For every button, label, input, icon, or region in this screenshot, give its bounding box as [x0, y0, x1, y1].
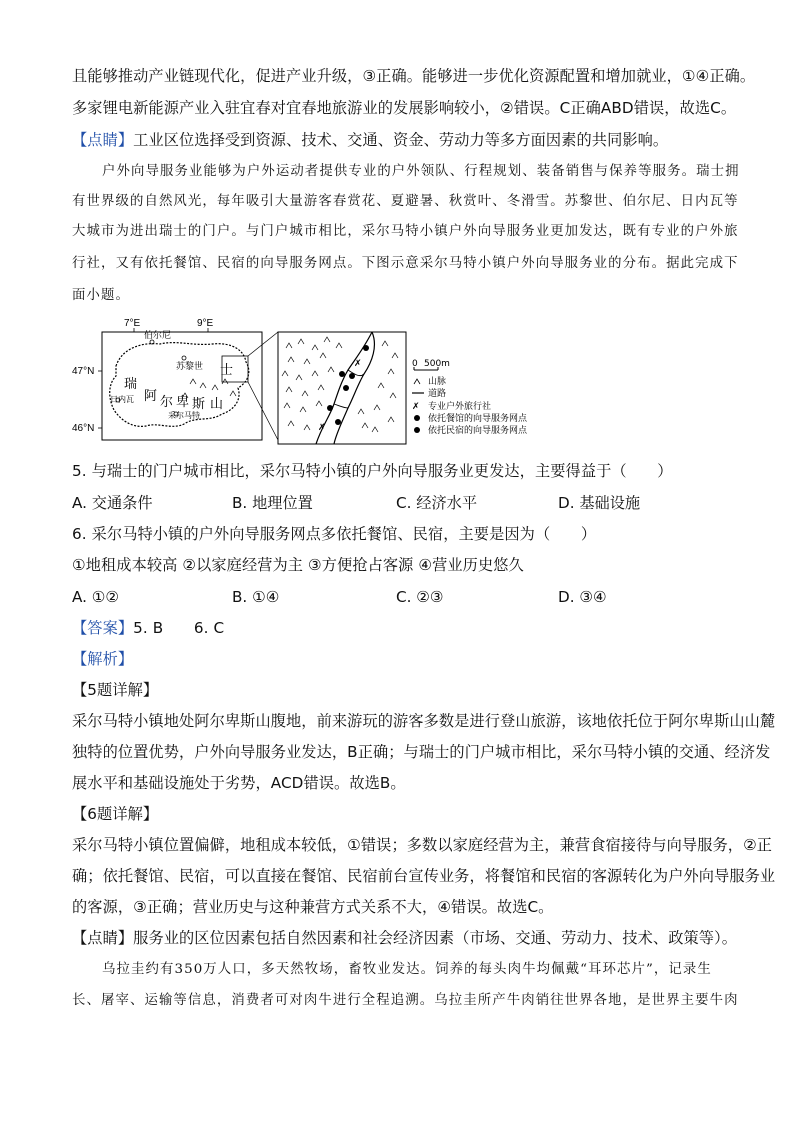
- agency-icon: ✗: [354, 359, 362, 369]
- q5-option-a[interactable]: A. 交通条件: [72, 494, 153, 512]
- q6-option-c[interactable]: C. ②③: [396, 588, 444, 606]
- country-char: 士: [220, 363, 234, 378]
- restaurant-point-icon: [414, 415, 420, 421]
- mountain-char: 斯: [192, 397, 206, 412]
- q5-option-b[interactable]: B. 地理位置: [232, 494, 313, 512]
- answer-text: 5. B 6. C: [133, 619, 225, 637]
- mountain-char: 阿: [144, 389, 158, 404]
- inn-point-icon: [335, 419, 341, 425]
- scale-zero: 0: [412, 359, 418, 369]
- detail-5-tag: 【5题详解】: [72, 681, 159, 699]
- city-label: 日内瓦: [110, 395, 134, 404]
- detail-6-line: 确；依托餐馆、民宿，可以直接在餐馆、民宿前台宣传业务，将餐馆和民宿的客源转化为户外向导服务业: [72, 867, 776, 885]
- dianjing-tag: 【点睛】: [72, 131, 134, 149]
- mountain-char: 卑: [176, 395, 190, 410]
- dianjing-text: 服务业的区位因素包括自然因素和社会经济因素（市场、交通、劳动力、技术、政策等）。: [133, 929, 738, 947]
- legend-label: 依托餐馆的向导服务网点: [428, 414, 528, 424]
- legend-label: 道路: [428, 389, 447, 399]
- legend-label: 专业户外旅行社: [428, 402, 492, 412]
- detail-6-line: 采尔马特小镇位置偏僻，地租成本较低，①错误；多数以家庭经营为主，兼营食宿接待与向导服务，②正: [72, 836, 773, 854]
- legend-label: 依托民宿的向导服务网点: [428, 426, 528, 436]
- detail-5-line: 独特的位置优势，户外向导服务业发达，B正确；与瑞士的门户城市相比，采尔马特小镇的交通、经济发: [72, 743, 771, 761]
- agency-icon: ✗: [412, 402, 420, 412]
- text-line: 多家锂电新能源产业入驻宜春对宜春地旅游业的发展影响较小，②错误。C正确ABD错误，故选C。: [72, 99, 737, 117]
- city-marker: [182, 356, 186, 360]
- lat-label: 46°N: [72, 423, 95, 434]
- lon-label: 9°E: [197, 318, 214, 329]
- detail-5-line: 采尔马特小镇地处阿尔卑斯山腹地，前来游玩的游客多数是进行登山旅游，该地依托位于阿尔卑斯山山麓: [72, 712, 776, 730]
- agency-icon: ✗: [318, 423, 326, 433]
- city-label: 伯尔尼: [144, 331, 172, 341]
- dianjing-tag: 【点睛】: [72, 929, 134, 947]
- inn-point-icon: [363, 345, 369, 351]
- map-svg: [72, 318, 532, 454]
- passage-line: 户外向导服务业能够为户外运动者提供专业的户外领队、行程规划、装备销售与保养等服务。瑞士拥: [102, 164, 740, 179]
- inn-point-icon: [414, 427, 420, 433]
- q6-option-b[interactable]: B. ①④: [232, 588, 280, 606]
- dianjing-paragraph: [72, 927, 737, 949]
- legend-label: 山脉: [428, 377, 447, 387]
- q6-option-d[interactable]: D. ③④: [558, 588, 607, 606]
- city-label: 采尔马特: [168, 411, 200, 420]
- answer-tag: 【答案】: [72, 619, 134, 637]
- passage-line: 面小题。: [72, 288, 130, 303]
- analysis-tag: 【解析】: [72, 650, 134, 668]
- mountain-icon: [414, 379, 420, 384]
- mountain-char: 尔: [160, 395, 174, 410]
- dianjing-paragraph: [72, 129, 668, 151]
- answer-line: [72, 617, 224, 639]
- dianjing-text: 工业区位选择受到资源、技术、交通、资金、劳动力等多方面因素的共同影响。: [133, 131, 669, 149]
- passage-line: 有世界级的自然风光，每年吸引大量游客春赏花、夏避暑、秋赏叶、冬滑雪。苏黎世、伯尔尼、日内瓦等: [72, 194, 739, 209]
- q5-option-c[interactable]: C. 经济水平: [396, 494, 478, 512]
- detail-5-line: 展水平和基础设施处于劣势，ACD错误。故选B。: [72, 774, 406, 792]
- passage-line: 长、屠宰、运输等信息，消费者可对肉牛进行全程追溯。乌拉圭所产牛肉销往世界各地，是世界主要牛肉: [72, 993, 739, 1008]
- detail-6-tag: 【6题详解】: [72, 805, 159, 823]
- restaurant-point-icon: [339, 371, 345, 377]
- restaurant-point-icon: [349, 373, 355, 379]
- lon-label: 7°E: [124, 318, 141, 329]
- map-figure: [72, 318, 532, 454]
- detail-map-frame: [278, 332, 406, 444]
- lat-label: 47°N: [72, 366, 95, 377]
- mountain-symbols: [282, 337, 398, 432]
- city-label: 苏黎世: [176, 362, 204, 372]
- country-char: 瑞: [124, 377, 138, 392]
- text-line: 且能够推动产业链现代化，促进产业升级，③正确。能够进一步优化资源配置和增加就业，①④正确。: [72, 67, 756, 85]
- detail-6-line: 的客源，③正确；营业历史与这种兼营方式关系不大，④错误。故选C。: [72, 898, 554, 916]
- passage-line: 行社，又有依托餐馆、民宿的向导服务网点。下图示意采尔马特小镇户外向导服务业的分布。据此完成下: [72, 256, 739, 271]
- mountain-char: 山: [210, 397, 224, 412]
- q5-option-d[interactable]: D. 基础设施: [558, 494, 641, 512]
- scale-value: 500m: [424, 359, 450, 369]
- q6-option-a[interactable]: A. ①②: [72, 588, 120, 606]
- passage-line: 大城市为进出瑞士的门户。与门户城市相比，采尔马特小镇户外向导服务业更加发达，既有专业的户外旅: [72, 224, 739, 239]
- restaurant-point-icon: [327, 405, 333, 411]
- inn-point-icon: [343, 385, 349, 391]
- question-6-stem: 6. 采尔马特小镇的户外向导服务网点多依托餐馆、民宿，主要是因为（ ）: [72, 525, 597, 543]
- passage-line: 乌拉圭约有350万人口，多天然牧场，畜牧业发达。饲养的每头肉牛均佩戴“耳环芯片”，记录生: [102, 962, 712, 977]
- question-5-stem: 5. 与瑞士的门户城市相比，采尔马特小镇的户外向导服务业更发达，主要得益于（ ）: [72, 462, 673, 480]
- question-6-items: ①地租成本较高 ②以家庭经营为主 ③方便抢占客源 ④营业历史悠久: [72, 556, 524, 574]
